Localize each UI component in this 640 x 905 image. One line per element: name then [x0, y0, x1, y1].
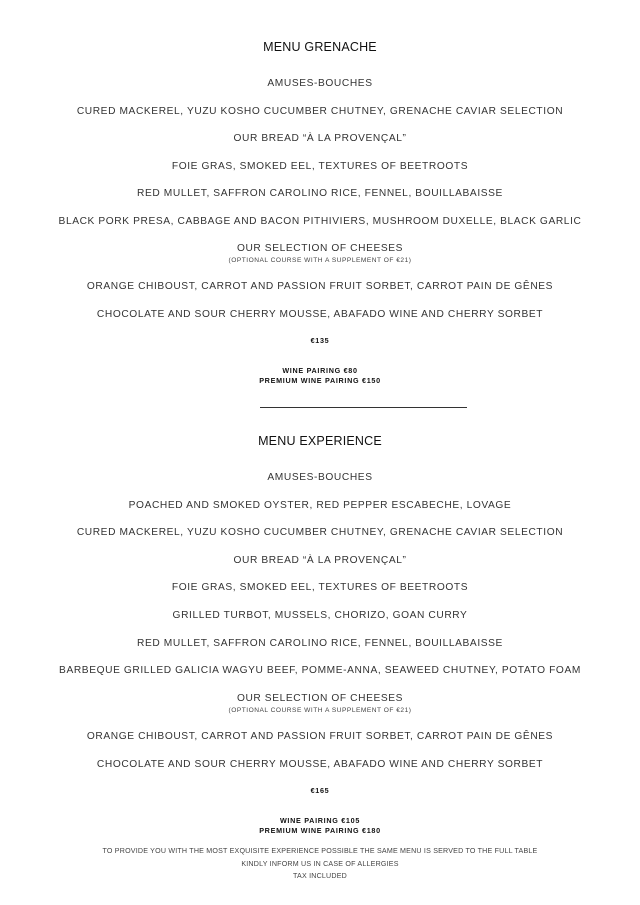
grenache-price: €135 — [310, 336, 330, 345]
experience-course-red-mullet: RED MULLET, SAFFRON CAROLINO RICE, FENNEL, BOUILLABAISSE — [137, 638, 503, 649]
experience-price: €165 — [310, 786, 330, 795]
experience-cheese-note: (OPTIONAL COURSE WITH A SUPPLEMENT OF €21) — [228, 707, 412, 714]
grenache-course-red-mullet: RED MULLET, SAFFRON CAROLINO RICE, FENNEL, BOUILLABAISSE — [137, 188, 503, 199]
grenache-cheese-note: (OPTIONAL COURSE WITH A SUPPLEMENT OF €21) — [228, 257, 412, 264]
grenache-wine-pairing: WINE PAIRING €80 — [282, 366, 358, 375]
grenache-premium-wine-pairing: PREMIUM WINE PAIRING €150 — [259, 376, 381, 385]
footer-same-menu-note: TO PROVIDE YOU WITH THE MOST EXQUISITE EXPERIENCE POSSIBLE THE SAME MENU IS SERVED TO THE FULL TABLE — [102, 847, 538, 855]
grenache-course-chocolate: CHOCOLATE AND SOUR CHERRY MOUSSE, ABAFADO WINE AND CHERRY SORBET — [96, 309, 544, 320]
experience-course-wagyu: BARBEQUE GRILLED GALICIA WAGYU BEEF, POMME-ANNA, SEAWEED CHUTNEY, POTATO FOAM — [59, 665, 581, 676]
menu-experience-title: MENU EXPERIENCE — [258, 434, 382, 448]
experience-course-orange-chiboust: ORANGE CHIBOUST, CARROT AND PASSION FRUIT SORBET, CARROT PAIN DE GÊNES — [86, 731, 554, 742]
menu-grenache-title: MENU GRENACHE — [263, 40, 377, 54]
grenache-course-black-pork: BLACK PORK PRESA, CABBAGE AND BACON PITHIVIERS, MUSHROOM DUXELLE, BLACK GARLIC — [58, 216, 582, 227]
grenache-course-cheeses: OUR SELECTION OF CHEESES — [236, 243, 404, 254]
grenache-course-cured-mackerel: CURED MACKEREL, YUZU KOSHO CUCUMBER CHUTNEY, GRENACHE CAVIAR SELECTION — [76, 106, 564, 117]
grenache-course-orange-chiboust: ORANGE CHIBOUST, CARROT AND PASSION FRUIT SORBET, CARROT PAIN DE GÊNES — [86, 281, 554, 292]
experience-course-foie-gras: FOIE GRAS, SMOKED EEL, TEXTURES OF BEETROOTS — [171, 582, 469, 593]
grenache-course-bread: OUR BREAD “À LA PROVENÇAL” — [233, 133, 407, 144]
experience-course-chocolate: CHOCOLATE AND SOUR CHERRY MOUSSE, ABAFADO WINE AND CHERRY SORBET — [96, 759, 544, 770]
experience-course-cured-mackerel: CURED MACKEREL, YUZU KOSHO CUCUMBER CHUTNEY, GRENACHE CAVIAR SELECTION — [76, 527, 564, 538]
experience-course-cheeses: OUR SELECTION OF CHEESES — [236, 693, 404, 704]
experience-course-oyster: POACHED AND SMOKED OYSTER, RED PEPPER ESCABECHE, LOVAGE — [128, 500, 512, 511]
grenache-course-foie-gras: FOIE GRAS, SMOKED EEL, TEXTURES OF BEETROOTS — [171, 161, 469, 172]
experience-wine-pairing: WINE PAIRING €105 — [279, 816, 361, 825]
experience-premium-wine-pairing: PREMIUM WINE PAIRING €180 — [259, 826, 381, 835]
footer-tax-note: TAX INCLUDED — [293, 872, 347, 880]
section-divider — [260, 407, 467, 408]
footer-allergies-note: KINDLY INFORM US IN CASE OF ALLERGIES — [241, 860, 399, 868]
grenache-course-amuses-bouches: AMUSES-BOUCHES — [267, 78, 373, 89]
experience-course-amuses-bouches: AMUSES-BOUCHES — [267, 472, 373, 483]
experience-course-bread: OUR BREAD “À LA PROVENÇAL” — [233, 555, 407, 566]
experience-course-turbot: GRILLED TURBOT, MUSSELS, CHORIZO, GOAN CURRY — [172, 610, 468, 621]
